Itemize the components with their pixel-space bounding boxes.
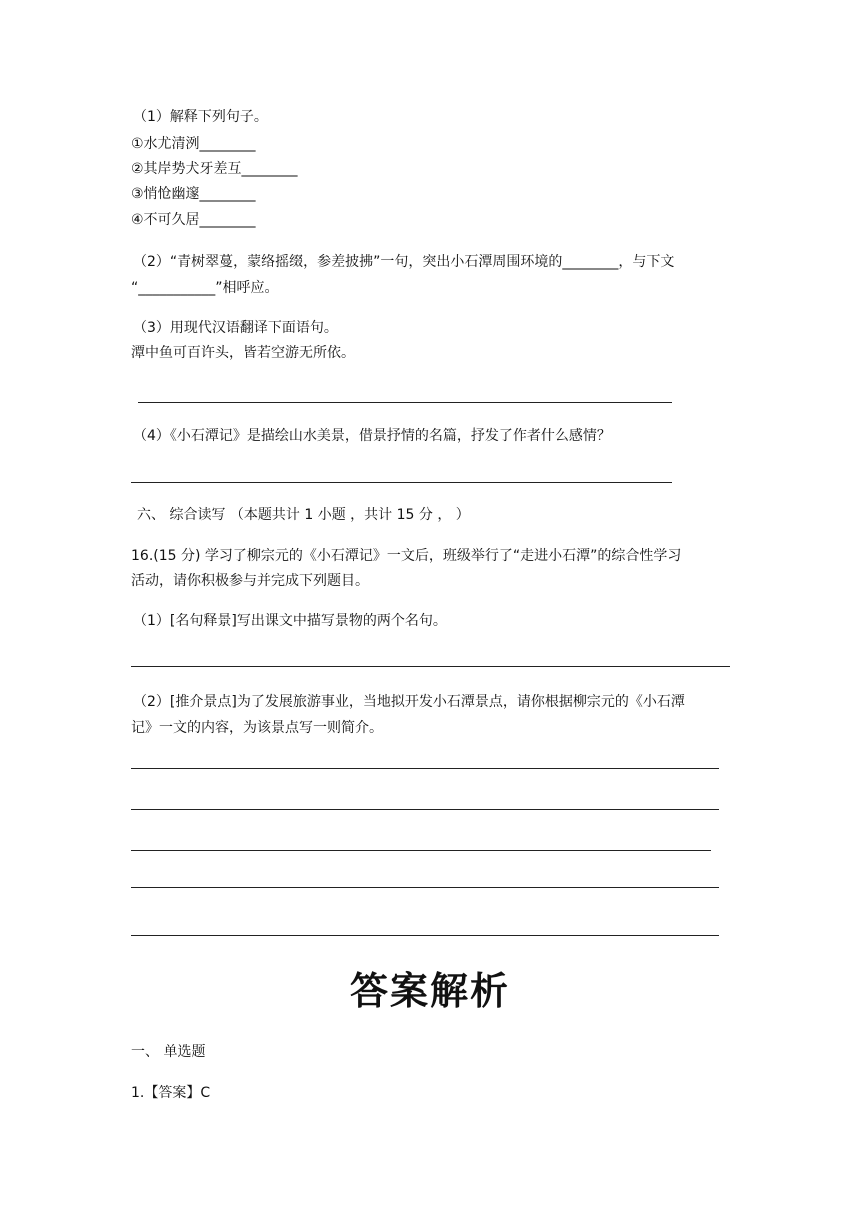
q15-part1-intro: （1）解释下列句子。 [133,109,268,125]
q15-part1-item-3: ③悄怆幽邃________ [131,186,256,202]
q15-part1-item-1: ①水尤清洌________ [131,136,256,152]
answers-title: 答案解析 [349,969,510,1013]
q16-part2-answer-line-1 [131,768,719,769]
q15-part4-answer-line [131,482,672,483]
q16-stem-line1: 16.(15 分) 学习了柳宗元的《小石潭记》一文后，班级举行了“走进小石潭”的综合性学习 [131,548,682,564]
q15-part2-line1: （2）“青树翠蔓，蒙络摇缀，参差披拂”一句，突出小石潭周围环境的________，与下文 [133,254,675,270]
q15-part3-answer-line [138,402,672,403]
q16-part1: （1）[名句释景]写出课文中描写景物的两个名句。 [133,613,447,629]
q15-part3-intro: （3）用现代汉语翻译下面语句。 [133,320,338,336]
q16-part2-line2: 记》一文的内容，为该景点写一则简介。 [131,720,383,736]
q15-part1-item-4: ④不可久居________ [131,212,256,228]
answers-section1-heading: 一、 单选题 [131,1044,206,1060]
q16-stem-line2: 活动，请你积极参与并完成下列题目。 [131,573,369,589]
q16-part2-answer-line-3 [131,850,711,851]
section6-heading: 六、 综合读写 （本题共计 1 小题 ，共计 15 分 ， ） [137,507,470,523]
answer-1: 1.【答案】C [131,1085,211,1101]
q16-part2-line1: （2）[推介景点]为了发展旅游事业，当地拟开发小石潭景点，请你根据柳宗元的《小石潭 [133,694,685,710]
q15-part2-line2: “___________”相呼应。 [131,280,279,296]
q15-part3-sentence: 潭中鱼可百许头，皆若空游无所依。 [131,345,355,361]
q16-part2-answer-line-2 [131,809,719,810]
q16-part1-answer-line [131,666,730,667]
q15-part1-item-2: ②其岸势犬牙差互________ [131,161,298,177]
q16-part2-answer-line-5 [131,935,719,936]
q16-part2-answer-line-4 [131,887,719,888]
q15-part4-question: （4）《小石潭记》是描绘山水美景，借景抒情的名篇，抒发了作者什么感情？ [133,428,611,444]
